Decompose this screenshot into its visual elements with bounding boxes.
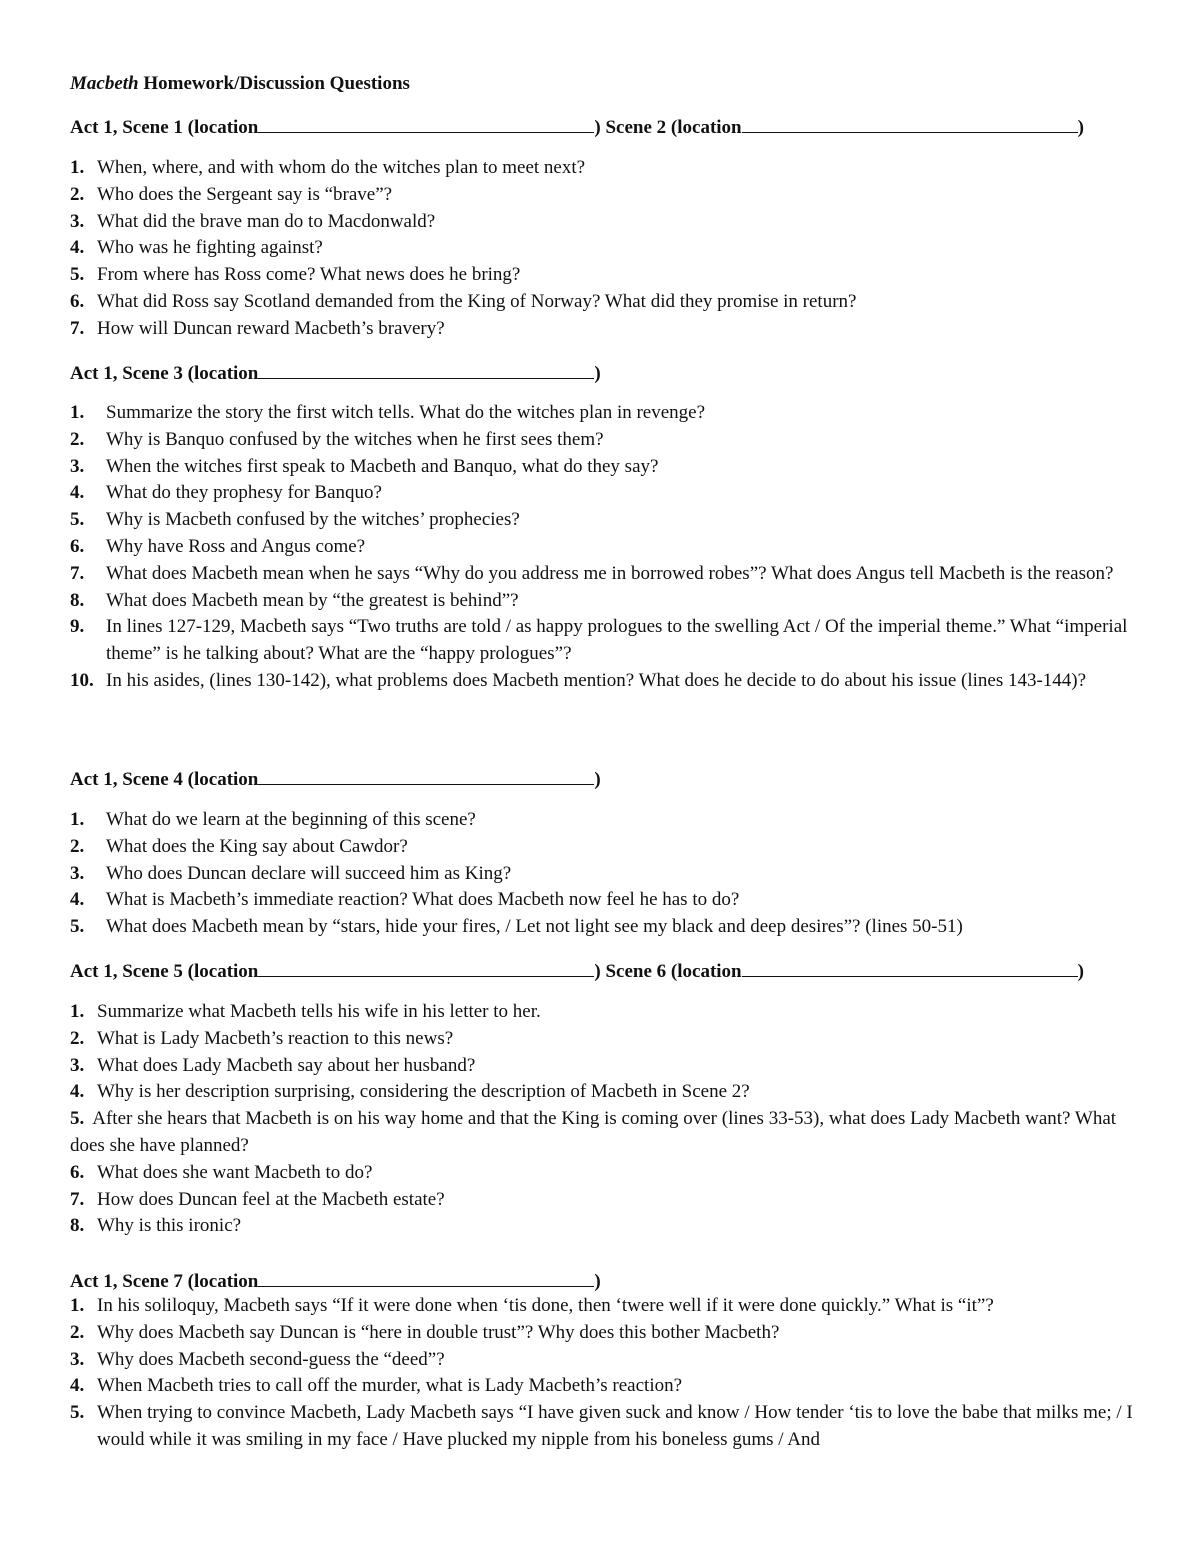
question-item bbox=[70, 1079, 1134, 1106]
question-item bbox=[70, 1053, 1134, 1080]
question-number: 5. bbox=[70, 916, 85, 938]
question-item bbox=[70, 400, 1134, 427]
heading-label: Act 1, Scene 3 (location bbox=[70, 363, 259, 384]
question-number: 1. bbox=[70, 1295, 85, 1316]
question-item bbox=[70, 1347, 1134, 1374]
question-text: In his soliloquy, Macbeth says “If it were done when ‘tis done, then ‘twere well if it were done quickly.” What is “it”? bbox=[97, 1295, 994, 1316]
question-item bbox=[70, 914, 1134, 941]
question-number: 3. bbox=[70, 455, 85, 477]
question-item bbox=[70, 209, 1134, 236]
question-item bbox=[70, 289, 1134, 316]
question-number: 7. bbox=[70, 317, 85, 339]
question-list-scene4 bbox=[70, 807, 1134, 941]
question-number: 4. bbox=[70, 1375, 85, 1397]
question-text: What is Lady Macbeth’s reaction to this news? bbox=[97, 1027, 454, 1049]
question-item bbox=[70, 834, 1134, 861]
question-text: Who does Duncan declare will succeed him as King? bbox=[106, 862, 512, 884]
question-text: What does she want Macbeth to do? bbox=[97, 1161, 373, 1183]
title-italic: Macbeth bbox=[70, 73, 139, 94]
question-number: 1. bbox=[70, 1001, 85, 1022]
question-item bbox=[70, 588, 1134, 615]
question-item bbox=[70, 1373, 1134, 1400]
heading-label: ) bbox=[1077, 961, 1084, 982]
question-text: What do we learn at the beginning of this scene? bbox=[106, 809, 476, 830]
question-text: When, where, and with whom do the witches plan to meet next? bbox=[97, 157, 586, 178]
question-number: 8. bbox=[70, 589, 85, 611]
question-number: 2. bbox=[70, 1321, 85, 1343]
question-text: How does Duncan feel at the Macbeth estate? bbox=[97, 1188, 445, 1210]
heading-label: ) Scene 2 (location bbox=[594, 117, 742, 138]
question-item bbox=[70, 999, 1134, 1026]
question-number: 10. bbox=[70, 669, 94, 691]
heading-label: Act 1, Scene 7 (location bbox=[70, 1271, 259, 1292]
title-rest: Homework/Discussion Questions bbox=[138, 73, 410, 94]
question-number: 1. bbox=[70, 157, 85, 178]
location-blank-scene3[interactable] bbox=[258, 360, 594, 379]
question-item bbox=[70, 427, 1134, 454]
section-heading-scene4 bbox=[70, 766, 601, 792]
question-text: Why is Banquo confused by the witches when he first sees them? bbox=[106, 428, 604, 450]
section-heading-scene5-6 bbox=[70, 958, 1084, 984]
question-number: 4. bbox=[70, 237, 85, 259]
question-number: 3. bbox=[70, 210, 85, 232]
question-number: 1. bbox=[70, 402, 85, 423]
question-number: 1. bbox=[70, 809, 85, 830]
heading-label: Act 1, Scene 5 (location bbox=[70, 961, 259, 982]
question-text: What does Macbeth mean by “stars, hide your fires, / Let not light see my black and deep desires”? (lines 50-51) bbox=[106, 916, 963, 938]
question-text: Summarize what Macbeth tells his wife in his letter to her. bbox=[97, 1001, 541, 1022]
section-heading-scene1-2 bbox=[70, 114, 1084, 140]
question-item bbox=[70, 316, 1134, 343]
question-text: What does the King say about Cawdor? bbox=[106, 835, 408, 857]
heading-label: Act 1, Scene 1 (location bbox=[70, 117, 259, 138]
question-item bbox=[70, 1213, 1134, 1240]
question-number: 2. bbox=[70, 183, 85, 205]
question-text: When the witches first speak to Macbeth and Banquo, what do they say? bbox=[106, 455, 659, 477]
heading-label: ) bbox=[594, 1271, 601, 1292]
question-number: 3. bbox=[70, 862, 85, 884]
question-text: What does Macbeth mean when he says “Why do you address me in borrowed robes”? What does Angus tell Macbeth is the reason? bbox=[106, 562, 1114, 584]
heading-label: ) bbox=[594, 769, 601, 790]
location-blank-scene4[interactable] bbox=[258, 766, 594, 785]
location-blank-scene1[interactable] bbox=[258, 114, 594, 133]
question-text: When Macbeth tries to call off the murder, what is Lady Macbeth’s reaction? bbox=[97, 1375, 683, 1397]
question-item bbox=[70, 887, 1134, 914]
question-item bbox=[70, 182, 1134, 209]
question-number: 2. bbox=[70, 1027, 85, 1049]
question-text: From where has Ross come? What news does he bring? bbox=[97, 264, 521, 286]
question-number: 4. bbox=[70, 482, 85, 504]
question-item bbox=[70, 1160, 1134, 1187]
question-text: After she hears that Macbeth is on his way home and that the King is coming over (lines 33-53), what does Lady Macbeth want? What does she have planned? bbox=[70, 1108, 1117, 1156]
question-item bbox=[70, 1106, 1134, 1160]
question-item bbox=[70, 1320, 1134, 1347]
question-text: Who was he fighting against? bbox=[97, 237, 323, 259]
question-number: 8. bbox=[70, 1215, 85, 1237]
heading-label: Act 1, Scene 4 (location bbox=[70, 769, 259, 790]
question-item bbox=[70, 1293, 1134, 1320]
question-item bbox=[70, 454, 1134, 481]
question-number: 5. bbox=[70, 1108, 85, 1130]
question-item bbox=[70, 1187, 1134, 1214]
question-number: 3. bbox=[70, 1348, 85, 1370]
section-heading-scene3 bbox=[70, 360, 601, 386]
question-item bbox=[70, 1026, 1134, 1053]
question-number: 6. bbox=[70, 535, 85, 557]
question-text: What did the brave man do to Macdonwald? bbox=[97, 210, 436, 232]
question-number: 7. bbox=[70, 562, 85, 584]
question-list-scene5-6 bbox=[70, 999, 1134, 1240]
question-list-scene3 bbox=[70, 400, 1134, 695]
question-text: When trying to convince Macbeth, Lady Macbeth says “I have given suck and know / How tender ‘tis to love the babe that milks me; / I would while it was smiling in my face / Have plucked my nipple from his boneless gums / And bbox=[97, 1402, 1133, 1450]
question-text: Summarize the story the first witch tells. What do the witches plan in revenge? bbox=[106, 402, 706, 423]
question-text: What did Ross say Scotland demanded from the King of Norway? What did they promise in return? bbox=[97, 290, 857, 312]
question-text: What do they prophesy for Banquo? bbox=[106, 482, 382, 504]
question-number: 7. bbox=[70, 1188, 85, 1210]
question-text: Who does the Sergeant say is “brave”? bbox=[97, 183, 393, 205]
question-item bbox=[70, 534, 1134, 561]
location-blank-scene5[interactable] bbox=[258, 958, 594, 977]
question-text: In his asides, (lines 130-142), what problems does Macbeth mention? What does he decide to do about his issue (lines 143-144)? bbox=[106, 669, 1087, 691]
question-item bbox=[70, 561, 1134, 588]
heading-label: ) Scene 6 (location bbox=[594, 961, 742, 982]
question-number: 2. bbox=[70, 835, 85, 857]
question-item bbox=[70, 861, 1134, 888]
question-number: 6. bbox=[70, 290, 85, 312]
question-number: 5. bbox=[70, 509, 85, 531]
question-item bbox=[70, 507, 1134, 534]
question-number: 4. bbox=[70, 1081, 85, 1103]
question-list-scene7 bbox=[70, 1293, 1134, 1454]
question-item bbox=[70, 668, 1134, 695]
question-item bbox=[70, 614, 1134, 668]
location-blank-scene6[interactable] bbox=[742, 958, 1078, 977]
section-heading-scene7 bbox=[70, 1268, 601, 1294]
page-title bbox=[70, 71, 410, 97]
question-item bbox=[70, 1400, 1134, 1454]
heading-label: ) bbox=[594, 363, 601, 384]
question-item bbox=[70, 262, 1134, 289]
question-text: What is Macbeth’s immediate reaction? What does Macbeth now feel he has to do? bbox=[106, 889, 740, 911]
question-text: Why does Macbeth say Duncan is “here in double trust”? Why does this bother Macbeth? bbox=[97, 1321, 780, 1343]
question-text: What does Lady Macbeth say about her husband? bbox=[97, 1054, 476, 1076]
question-number: 2. bbox=[70, 428, 85, 450]
question-number: 5. bbox=[70, 264, 85, 286]
question-text: What does Macbeth mean by “the greatest is behind”? bbox=[106, 589, 519, 611]
location-blank-scene2[interactable] bbox=[742, 114, 1078, 133]
question-text: Why have Ross and Angus come? bbox=[106, 535, 366, 557]
question-item bbox=[70, 235, 1134, 262]
question-text: Why is Macbeth confused by the witches’ prophecies? bbox=[106, 509, 520, 531]
question-list-scene1-2 bbox=[70, 155, 1134, 343]
question-text: Why is her description surprising, considering the description of Macbeth in Scene 2? bbox=[97, 1081, 750, 1103]
heading-label: ) bbox=[1077, 117, 1084, 138]
question-text: How will Duncan reward Macbeth’s bravery? bbox=[97, 317, 445, 339]
location-blank-scene7[interactable] bbox=[258, 1268, 594, 1287]
question-item bbox=[70, 807, 1134, 834]
question-text: Why is this ironic? bbox=[97, 1215, 242, 1237]
question-item bbox=[70, 480, 1134, 507]
question-item bbox=[70, 155, 1134, 182]
question-number: 3. bbox=[70, 1054, 85, 1076]
question-text: Why does Macbeth second-guess the “deed”? bbox=[97, 1348, 445, 1370]
question-number: 9. bbox=[70, 616, 85, 638]
question-number: 6. bbox=[70, 1161, 85, 1183]
question-number: 5. bbox=[70, 1402, 85, 1424]
question-number: 4. bbox=[70, 889, 85, 911]
question-text: In lines 127-129, Macbeth says “Two truths are told / as happy prologues to the swelling Act / Of the imperial theme.” What “imperial theme” is he talking about? What are the “happy prologues”? bbox=[106, 616, 1128, 665]
